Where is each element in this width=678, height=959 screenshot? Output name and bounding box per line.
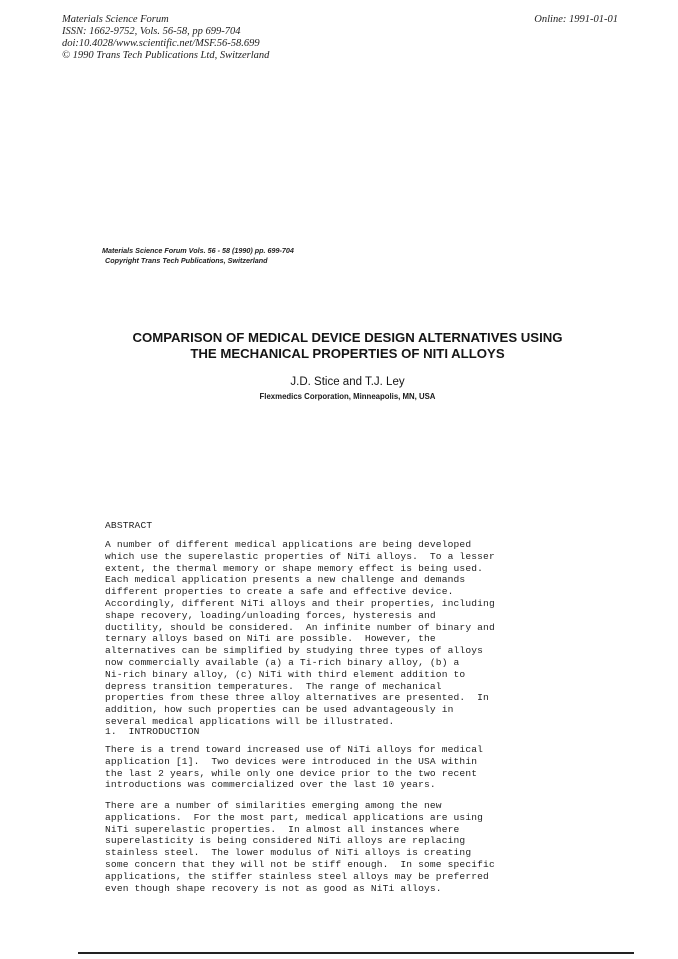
text-line: alternatives can be simplified by studying three types of alloys <box>105 645 484 657</box>
text-line: There are a number of similarities emerging among the new <box>105 800 442 811</box>
text-line: different properties to create a safe and effective device. <box>105 586 454 598</box>
text-line: applications, the stiffer stainless steel alloys may be preferred <box>105 870 489 882</box>
text-line: which use the superelastic properties of NiTi alloys. To a lesser <box>105 550 495 562</box>
text-line: introductions was commercialized over the last 10 years. <box>105 779 436 791</box>
text-line: several medical applications will be illustrated. <box>105 715 395 727</box>
text-line: shape recovery, loading/unloading forces, hysteresis and <box>105 609 436 621</box>
text-line: Ni-rich binary alloy, (c) NiTi with third element addition to <box>105 668 466 680</box>
online-date: Online: 1991-01-01 <box>534 14 618 25</box>
bottom-rule <box>78 952 634 954</box>
text-line: superelasticity is being considered NiTi alloys are replacing <box>105 835 466 847</box>
affiliation: Flexmedics Corporation, Minneapolis, MN, USA <box>259 392 436 401</box>
journal-header <box>62 14 269 62</box>
introduction-paragraph-1 <box>105 744 483 791</box>
text-line: even though shape recovery is not as good as NiTi alloys. <box>105 882 442 894</box>
introduction-heading-text: 1. INTRODUCTION <box>105 726 200 737</box>
text-line: NiTi superelastic properties. In almost all instances where <box>105 823 460 835</box>
doi-line: doi:10.4028/www.scientific.net/MSF.56-58.699 <box>62 38 260 49</box>
text-line: extent, the thermal memory or shape memory effect is being used. <box>105 562 484 574</box>
text-line: There is a trend toward increased use of NiTi alloys for medical <box>105 744 484 755</box>
text-line: application [1]. Two devices were introduced in the USA within <box>105 755 478 767</box>
abstract-heading <box>105 520 152 532</box>
authors: J.D. Stice and T.J. Ley <box>290 376 405 388</box>
text-line: stainless steel. The lower modulus of NiTi alloys is creating <box>105 847 472 859</box>
title-line-2: THE MECHANICAL PROPERTIES OF NITI ALLOYS <box>190 346 505 361</box>
copyright-line: © 1990 Trans Tech Publications Ltd, Switzerland <box>62 50 270 61</box>
introduction-heading <box>105 726 200 738</box>
abstract-heading-text: ABSTRACT <box>105 520 153 531</box>
abstract-body <box>105 539 495 728</box>
text-line: now commercially available (a) a Ti-rich binary alloy, (b) a <box>105 656 460 668</box>
text-line: Each medical application presents a new challenge and demands <box>105 574 466 586</box>
citation-line-1: Materials Science Forum Vols. 56 - 58 (1990) pp. 699-704 <box>102 246 294 255</box>
journal-name: Materials Science Forum <box>62 14 169 25</box>
paper-title <box>70 330 625 362</box>
citation-line-2: Copyright Trans Tech Publications, Switzerland <box>105 256 268 265</box>
text-line: applications. For the most part, medical applications are using <box>105 811 484 823</box>
text-line: addition, how such properties can be used advantageously in <box>105 704 454 716</box>
text-line: A number of different medical applications are being developed <box>105 539 472 550</box>
text-line: the last 2 years, while only one device prior to the two recent <box>105 767 478 779</box>
text-line: properties from these three alloy alternatives are presented. In <box>105 692 489 704</box>
text-line: ductility, should be considered. An infinite number of binary and <box>105 621 495 633</box>
title-line-1: COMPARISON OF MEDICAL DEVICE DESIGN ALTERNATIVES USING <box>132 330 563 345</box>
text-line: depress transition temperatures. The range of mechanical <box>105 680 442 692</box>
text-line: some concern that they will not be stiff enough. In some specific <box>105 858 495 870</box>
text-line: Accordingly, different NiTi alloys and their properties, including <box>105 597 495 609</box>
introduction-paragraph-2 <box>105 800 495 894</box>
citation-block <box>102 246 294 266</box>
issn-line: ISSN: 1662-9752, Vols. 56-58, pp 699-704 <box>62 26 241 37</box>
text-line: ternary alloys based on NiTi are possible. However, the <box>105 633 436 645</box>
